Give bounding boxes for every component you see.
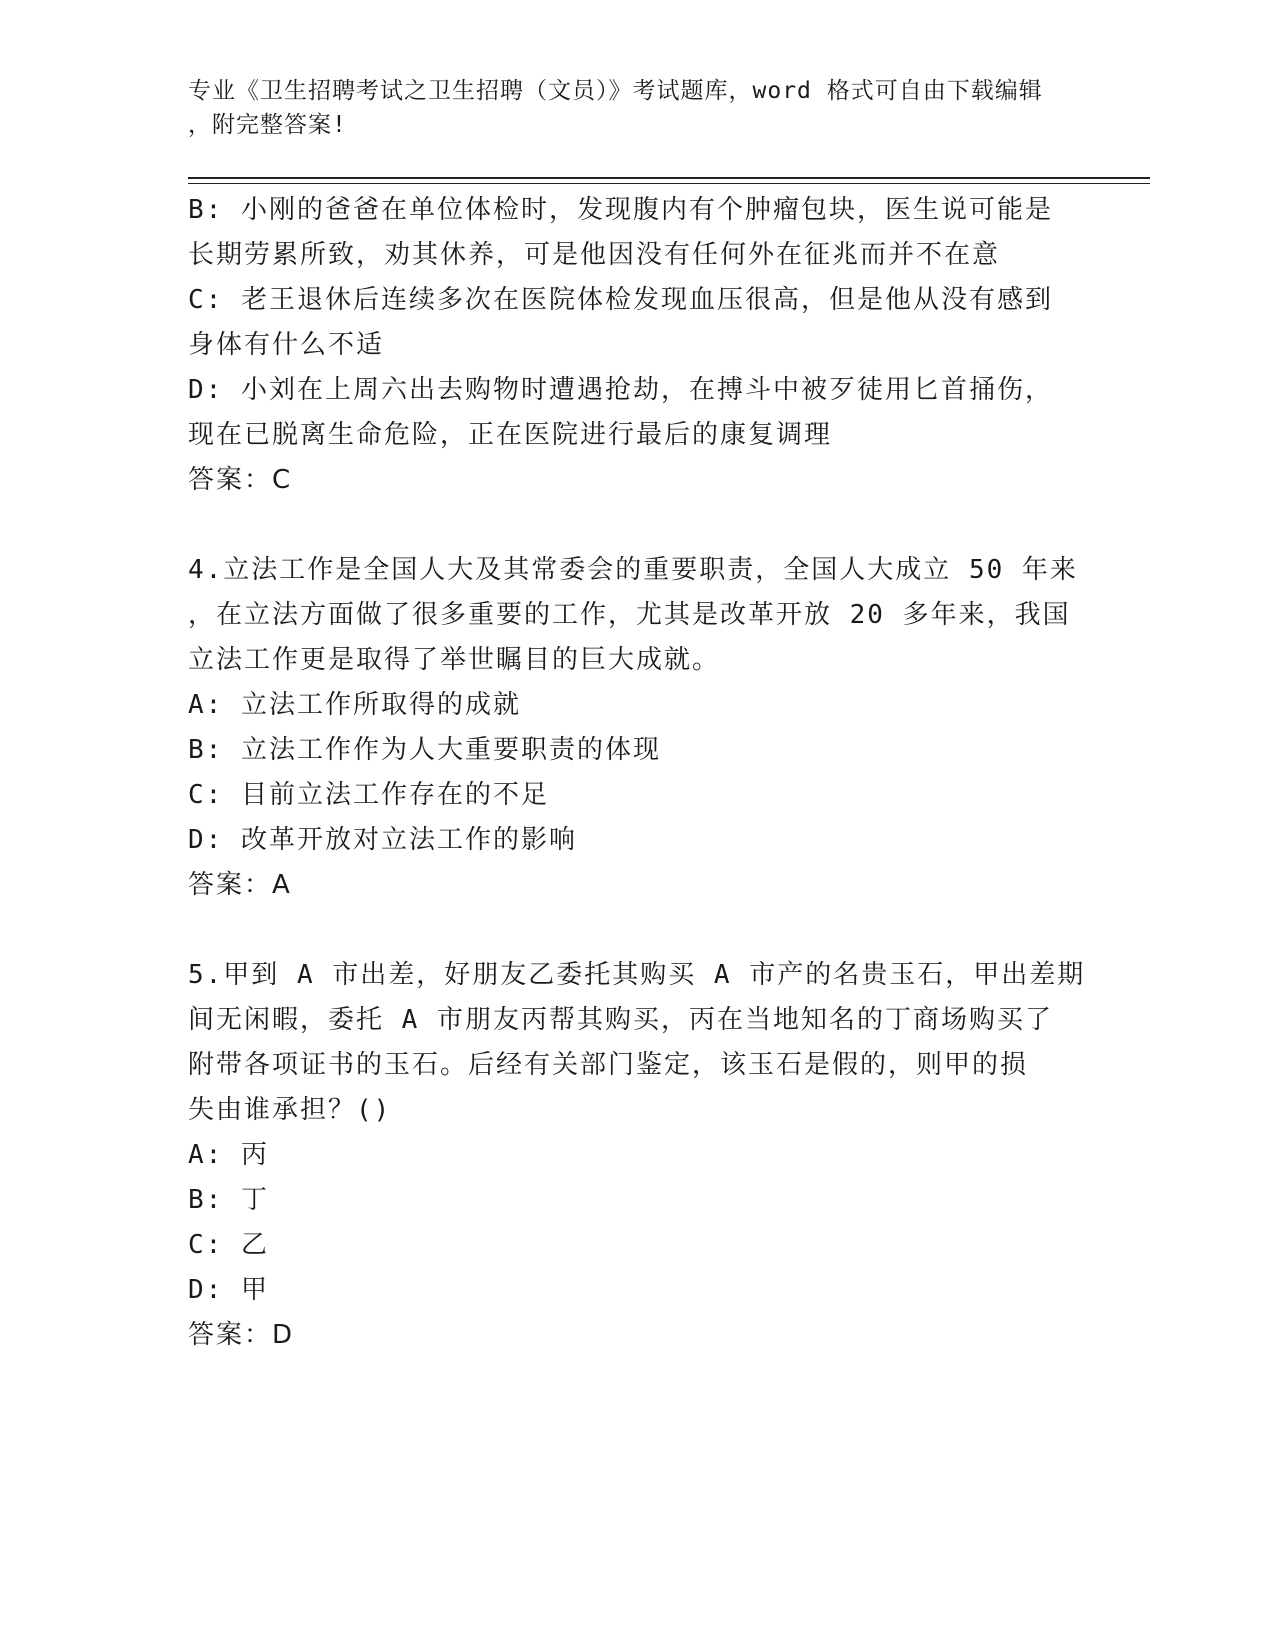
question-content [188, 188, 1088, 1358]
q3-answer: 答案：C [188, 465, 293, 495]
q5-option-d: D: 甲 [188, 1275, 269, 1305]
question-3-options [188, 188, 1088, 503]
q4-option-b: B: 立法工作作为人大重要职责的体现 [188, 735, 661, 765]
q5-stem-line-3: 附带各项证书的玉石。后经有关部门鉴定，该玉石是假的，则甲的损 [188, 1050, 1029, 1080]
q3-option-c-line-2: 身体有什么不适 [188, 330, 385, 360]
header-line-2: ，附完整答案! [188, 112, 347, 138]
q4-option-a: A: 立法工作所取得的成就 [188, 690, 521, 720]
q5-answer: 答案：D [188, 1320, 295, 1350]
q3-option-d-line-1: D: 小刘在上周六出去购物时遭遇抢劫，在搏斗中被歹徒用匕首捅伤， [188, 375, 1053, 405]
header-divider-thick [188, 177, 1150, 179]
q3-option-d-line-2: 现在已脱离生命危险，正在医院进行最后的康复调理 [188, 420, 833, 450]
header-line-1: 专业《卫生招聘考试之卫生招聘（文员）》考试题库，word 格式可自由下载编辑 [188, 78, 1043, 104]
spacer [188, 908, 1088, 953]
spacer [188, 503, 1088, 548]
q5-stem-line-4: 失由谁承担？() [188, 1095, 392, 1125]
q4-option-d: D: 改革开放对立法工作的影响 [188, 825, 577, 855]
q3-option-b-line-1: B: 小刚的爸爸在单位体检时，发现腹内有个肿瘤包块，医生说可能是 [188, 195, 1053, 225]
q5-stem-line-2: 间无闲暇，委托 A 市朋友丙帮其购买，丙在当地知名的丁商场购买了 [188, 1005, 1053, 1035]
q3-option-c-line-1: C: 老王退休后连续多次在医院体检发现血压很高，但是他从没有感到 [188, 285, 1053, 315]
q3-option-b-line-2: 长期劳累所致，劝其休养，可是他因没有任何外在征兆而并不在意 [188, 240, 1001, 270]
q4-option-c: C: 目前立法工作存在的不足 [188, 780, 549, 810]
page-header [188, 74, 1068, 142]
q4-stem-line-3: 立法工作更是取得了举世瞩目的巨大成就。 [188, 645, 721, 675]
q5-option-a: A: 丙 [188, 1140, 269, 1170]
q5-option-b: B: 丁 [188, 1185, 269, 1215]
question-5 [188, 953, 1088, 1358]
q5-stem-line-1: 5.甲到 A 市出差，好朋友乙委托其购买 A 市产的名贵玉石，甲出差期 [188, 960, 1086, 990]
q4-stem-line-2: ，在立法方面做了很多重要的工作，尤其是改革开放 20 多年来，我国 [188, 600, 1071, 630]
q5-option-c: C: 乙 [188, 1230, 269, 1260]
header-divider-thin [188, 183, 1150, 184]
question-4 [188, 548, 1088, 908]
q4-stem-line-1: 4.立法工作是全国人大及其常委会的重要职责，全国人大成立 50 年来 [188, 555, 1078, 585]
q4-answer: 答案：A [188, 870, 292, 900]
